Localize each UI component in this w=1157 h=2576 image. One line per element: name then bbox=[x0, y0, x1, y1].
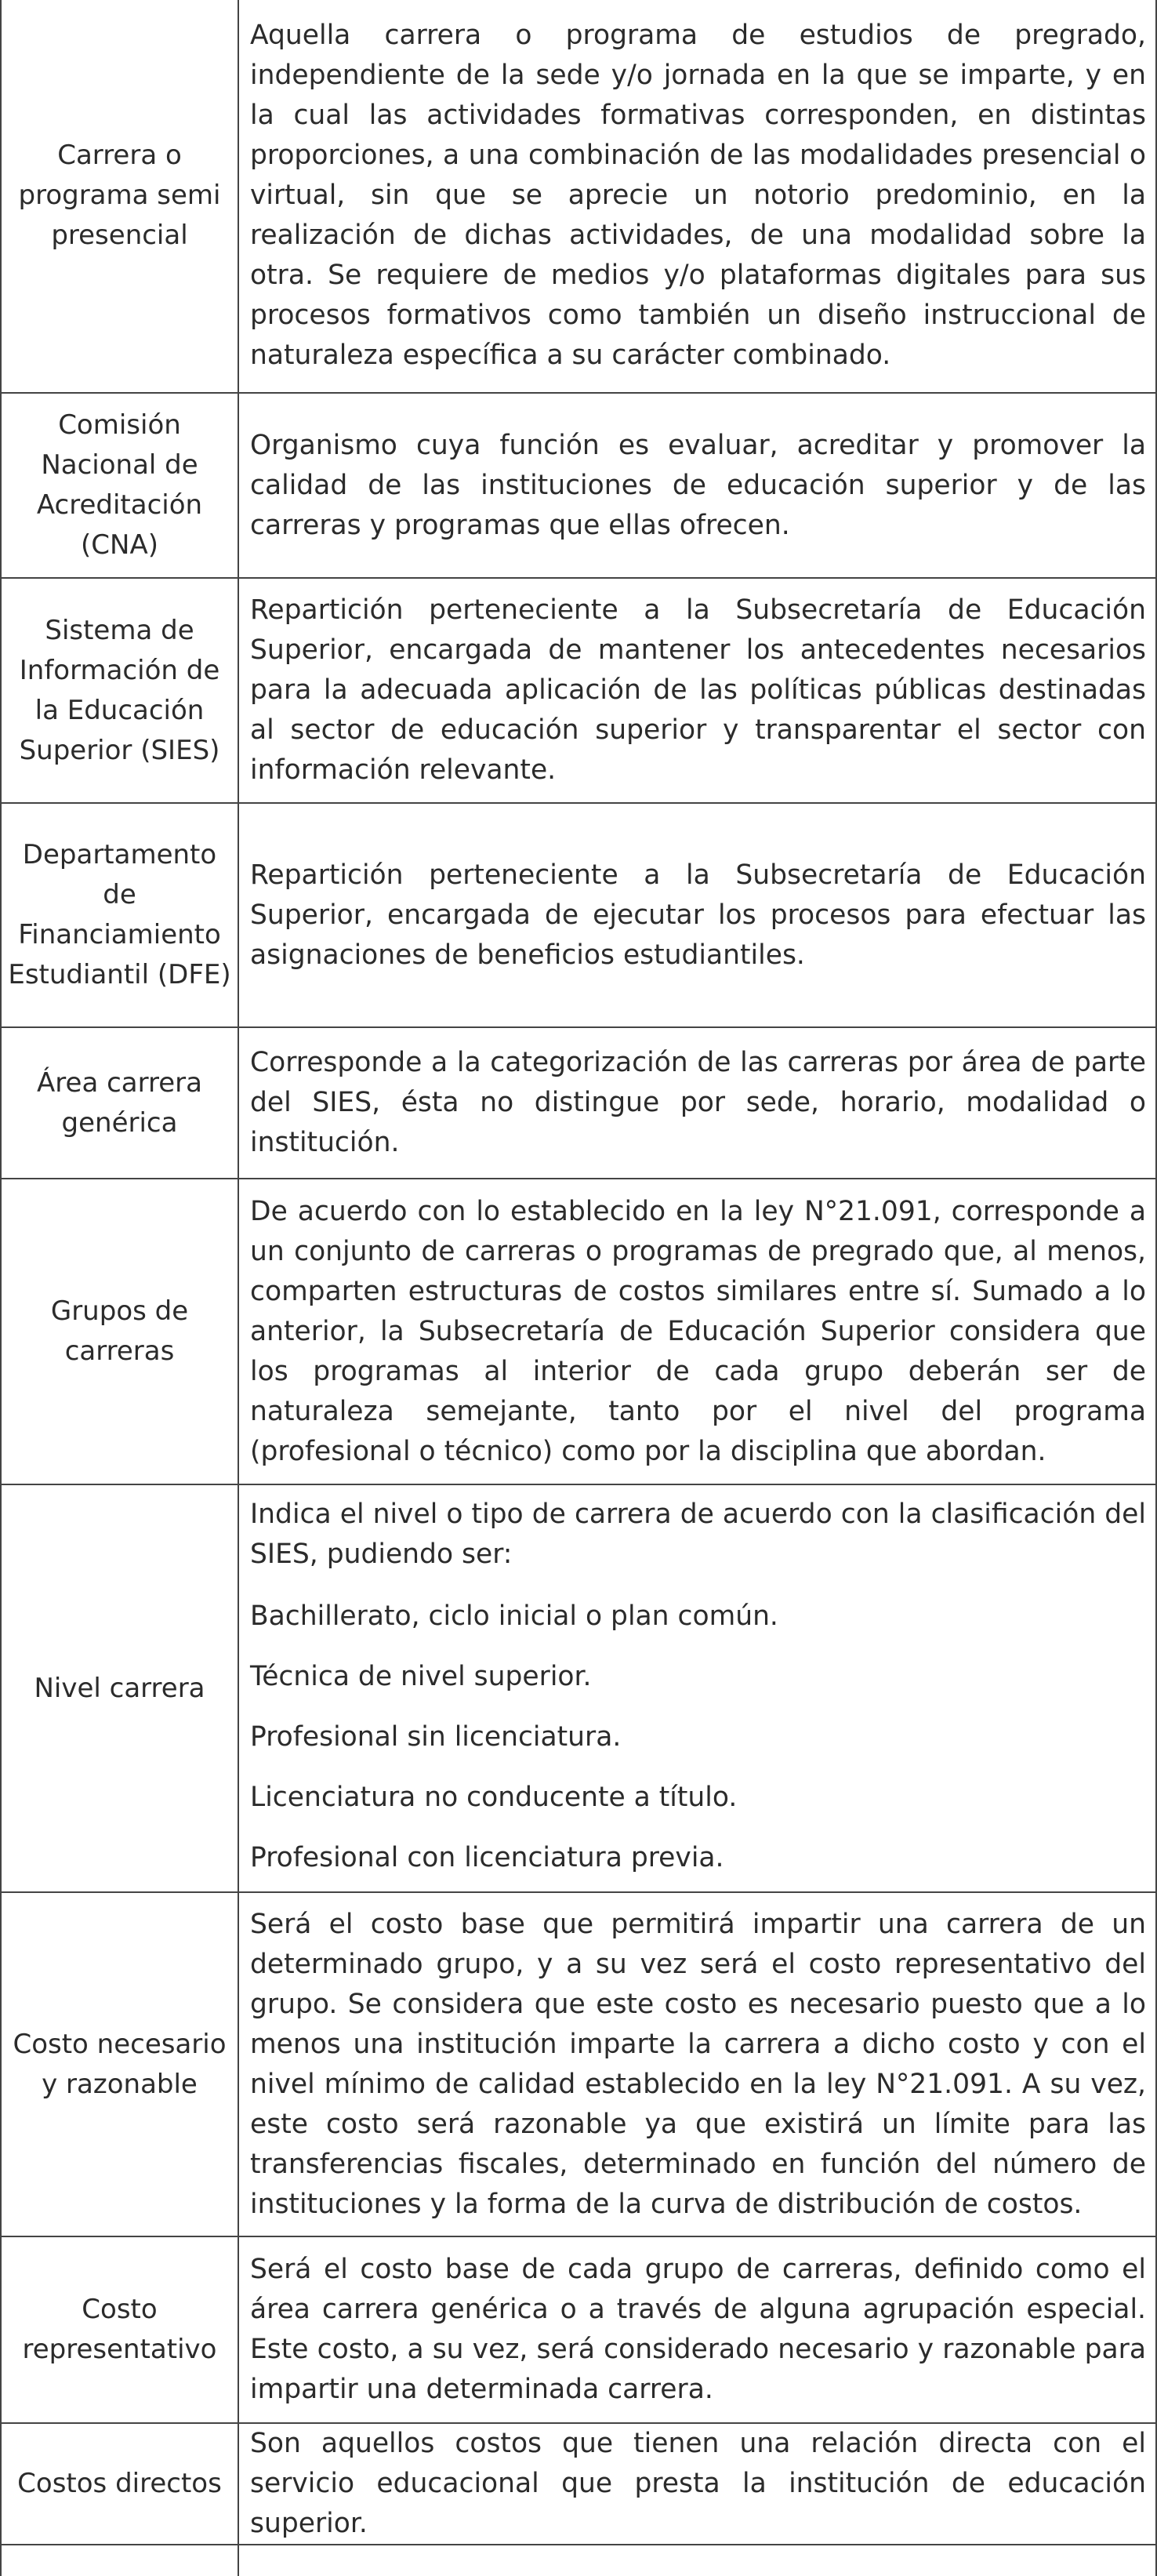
term-cell: Nivel carrera bbox=[1, 1484, 238, 1892]
definition-cell: Corresponde a la categorización de las carreras por área de parte del SIES, ésta no distingue por sede, horario, modalidad o institución. bbox=[238, 1027, 1156, 1179]
definition-cell: De acuerdo con lo establecido en la ley N°21.091, corresponde a un conjunto de carreras o programas de pregrado que, al menos, comparten estructuras de costos similares entre sí. Sumado a lo anterior, la Subsecretaría de Educación Superior considera que los programas al interior de cada grupo deberán ser de naturaleza semejante, tanto por el nivel del programa (profesional o técnico) como por la disciplina que abordan. bbox=[238, 1179, 1156, 1484]
definition-cell-empty bbox=[238, 2545, 1156, 2576]
nivel-option: Técnica de nivel superior. bbox=[250, 1660, 592, 1692]
term-cell: Área carrera genérica bbox=[1, 1027, 238, 1179]
definition-cell: Repartición perteneciente a la Subsecretaría de Educación Superior, encargada de mantener los antecedentes necesarios para la adecuada aplicación de las políticas públicas destinadas al sector de educación superior y transparentar el sector con información relevante. bbox=[238, 578, 1156, 803]
glossary-row-area-carrera bbox=[1, 1027, 1156, 1179]
term-cell-empty bbox=[1, 2545, 238, 2576]
definition-cell: Aquella carrera o programa de estudios de pregrado, independiente de la sede y/o jornada en la que se imparte, y en la cual las actividades formativas corresponden, en distintas proporciones, a una combinación de las modalidades presencial o virtual, sin que se aprecie un notorio predominio, en la realización de dichas actividades, de una modalidad sobre la otra. Se requiere de medios y/o plataformas digitales para sus procesos formativos como también un diseño instruccional de naturaleza específica a su carácter combinado. bbox=[238, 0, 1156, 393]
definition-cell: Organismo cuya función es evaluar, acreditar y promover la calidad de las instituciones de educación superior y de las carreras y programas que ellas ofrecen. bbox=[238, 393, 1156, 578]
glossary-row-next-partial bbox=[1, 2545, 1156, 2576]
term-cell: Comisión Nacional de Acreditación (CNA) bbox=[1, 393, 238, 578]
glossary-row-cna bbox=[1, 393, 1156, 578]
nivel-option: Profesional sin licenciatura. bbox=[250, 1720, 622, 1753]
definition-cell: Repartición perteneciente a la Subsecretaría de Educación Superior, encargada de ejecutar los procesos para efectuar las asignaciones de beneficios estudiantiles. bbox=[238, 803, 1156, 1027]
glossary-row-carrera-semipresencial bbox=[1, 0, 1156, 393]
nivel-option: Profesional con licenciatura previa. bbox=[250, 1841, 724, 1873]
definition-cell: Será el costo base que permitirá impartir una carrera de un determinado grupo, y a su vez será el costo representativo del grupo. Se considera que este costo es necesario puesto que a lo menos una institución imparte la carrera a dicho costo y con el nivel mínimo de calidad establecido en la ley N°21.091. A su vez, este costo será razonable ya que existirá un límite para las transferencias fiscales, determinado en función del número de instituciones y la forma de la curva de distribución de costos. bbox=[238, 1892, 1156, 2236]
glossary-row-nivel-carrera bbox=[1, 1484, 1156, 1892]
glossary-row-costo-representativo bbox=[1, 2236, 1156, 2423]
term-cell: Costo necesario y razonable bbox=[1, 1892, 238, 2236]
glossary-row-costo-necesario bbox=[1, 1892, 1156, 2236]
term-cell: Costos directos bbox=[1, 2423, 238, 2545]
term-cell: Carrera o programa semi presencial bbox=[1, 0, 238, 393]
nivel-lead-text: Indica el nivel o tipo de carrera de acuerdo con la clasificación del SIES, pudiendo ser: bbox=[250, 1498, 1146, 1570]
nivel-option: Licenciatura no conducente a título. bbox=[250, 1781, 738, 1813]
glossary-row-grupos-carreras bbox=[1, 1179, 1156, 1484]
term-cell: Sistema de Información de la Educación Superior (SIES) bbox=[1, 578, 238, 803]
term-cell: Departamento de Financiamiento Estudiantil (DFE) bbox=[1, 803, 238, 1027]
definition-cell bbox=[238, 1484, 1156, 1892]
glossary-row-sies bbox=[1, 578, 1156, 803]
definition-cell: Será el costo base de cada grupo de carreras, definido como el área carrera genérica o a través de alguna agrupación especial. Este costo, a su vez, será considerado necesario y razonable para impartir una determinada carrera. bbox=[238, 2236, 1156, 2423]
term-cell: Costo representativo bbox=[1, 2236, 238, 2423]
nivel-option: Bachillerato, ciclo inicial o plan común. bbox=[250, 1600, 778, 1632]
term-cell: Grupos de carreras bbox=[1, 1179, 238, 1484]
glossary-row-costos-directos bbox=[1, 2423, 1156, 2545]
glossary-row-dfe bbox=[1, 803, 1156, 1027]
definition-cell: Son aquellos costos que tienen una relación directa con el servicio educacional que presta la institución de educación superior. bbox=[238, 2423, 1156, 2545]
